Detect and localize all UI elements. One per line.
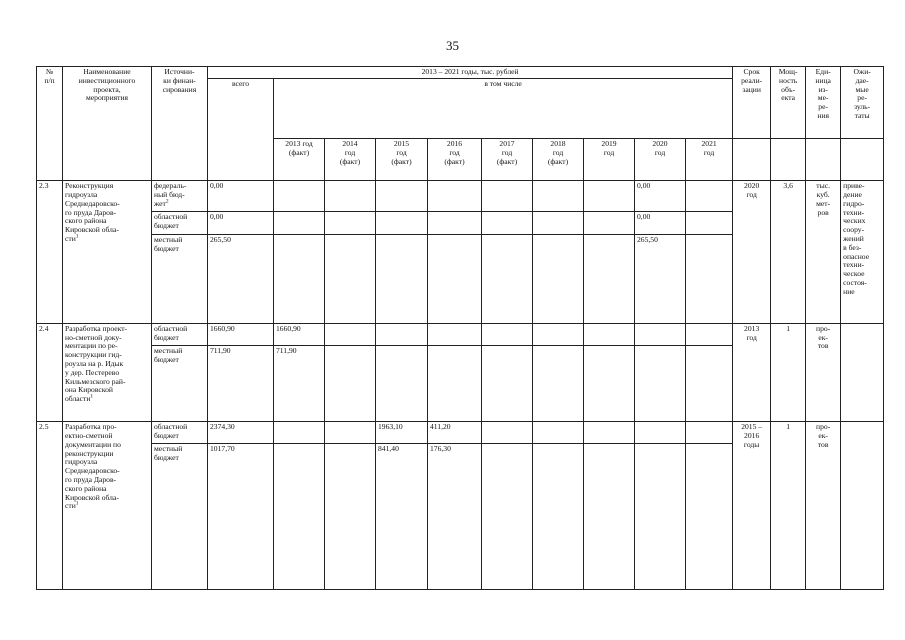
year-value <box>635 422 686 444</box>
year-value <box>533 345 584 421</box>
header-capacity: Мощ- ность объ- екта <box>771 67 806 139</box>
source-total: 1017,70 <box>208 444 274 590</box>
year-value <box>635 444 686 590</box>
year-value <box>533 422 584 444</box>
year-value <box>325 422 376 444</box>
source-label: местный бюджет <box>152 345 208 421</box>
year-value <box>376 235 428 323</box>
table-row <box>37 422 884 444</box>
year-value: 841,40 <box>376 444 428 590</box>
year-value <box>325 235 376 323</box>
year-value <box>274 444 325 590</box>
year-value <box>325 181 376 212</box>
year-value <box>428 235 482 323</box>
header-term: Срок реали- зации <box>733 67 771 139</box>
row-result <box>841 422 884 590</box>
year-value: 1963,10 <box>376 422 428 444</box>
header-year: 2016 год (факт) <box>428 139 482 181</box>
year-value <box>482 345 533 421</box>
header-row-1 <box>37 67 884 79</box>
source-label: областной бюджет <box>152 323 208 345</box>
header-term-blank <box>733 139 771 181</box>
year-value <box>533 181 584 212</box>
source-label: областной бюджет <box>152 422 208 444</box>
header-period: 2013 – 2021 годы, тыс. рублей <box>208 67 733 79</box>
year-value <box>482 181 533 212</box>
year-value: 1660,90 <box>274 323 325 345</box>
year-value: 0,00 <box>635 212 686 235</box>
year-value <box>533 444 584 590</box>
year-value <box>584 181 635 212</box>
header-year: 2021 год <box>686 139 733 181</box>
source-total: 2374,30 <box>208 422 274 444</box>
row-term: 2015 – 2016 годы <box>733 422 771 590</box>
header-result-blank <box>841 139 884 181</box>
header-capacity-blank <box>771 139 806 181</box>
row-num: 2.4 <box>37 323 63 421</box>
header-name: Наименование инвестиционного проекта, мероприятия <box>63 67 152 181</box>
row-unit: про- ек- тов <box>806 323 841 421</box>
row-term: 2013 год <box>733 323 771 421</box>
year-value <box>686 181 733 212</box>
year-value <box>325 345 376 421</box>
year-value <box>584 235 635 323</box>
source-label: федераль- ный бюд- жет$^2$ <box>152 181 208 212</box>
year-value <box>584 422 635 444</box>
row-term: 2020 год <box>733 181 771 324</box>
header-including: в том числе <box>274 78 733 138</box>
page-number: 35 <box>446 38 459 53</box>
year-value <box>584 345 635 421</box>
header-year: 2019 год <box>584 139 635 181</box>
row-num: 2.3 <box>37 181 63 324</box>
row-name: Разработка проект- но-сметной доку- ментации по ре- конструкции гид- роузла на р. Идык у дер. Пестерево Кильмезского рай- она Кировской области$^1$ <box>63 323 152 421</box>
row-unit: тыс. куб. мет- ров <box>806 181 841 324</box>
source-total: 0,00 <box>208 212 274 235</box>
year-value <box>376 181 428 212</box>
header-num: № п/п <box>37 67 63 181</box>
year-value <box>428 212 482 235</box>
header-year: 2020 год <box>635 139 686 181</box>
source-total: 0,00 <box>208 181 274 212</box>
source-total: 1660,90 <box>208 323 274 345</box>
year-value: 411,20 <box>428 422 482 444</box>
year-value <box>686 235 733 323</box>
year-value <box>482 444 533 590</box>
year-value <box>428 181 482 212</box>
year-value <box>274 422 325 444</box>
header-unit-blank <box>806 139 841 181</box>
table-row <box>37 181 884 212</box>
row-name: Разработка про- ектно-сметной документации по реконструкции гидроузла Среднедаровско- го пруда Даров- ского района Кировской обла- сти$^1$ <box>63 422 152 590</box>
year-value <box>376 345 428 421</box>
row-capacity: 1 <box>771 422 806 590</box>
header-year: 2017 год (факт) <box>482 139 533 181</box>
source-label: областной бюджет <box>152 212 208 235</box>
header-year: 2013 год (факт) <box>274 139 325 181</box>
header-unit: Еди- ница из- ме- ре- ния <box>806 67 841 139</box>
source-total: 711,90 <box>208 345 274 421</box>
year-value <box>482 235 533 323</box>
year-value: 176,30 <box>428 444 482 590</box>
year-value <box>428 345 482 421</box>
year-value: 711,90 <box>274 345 325 421</box>
header-source: Источни- ки финан- сирования <box>152 67 208 181</box>
year-value <box>325 323 376 345</box>
year-value <box>686 323 733 345</box>
row-result <box>841 323 884 421</box>
year-value <box>274 235 325 323</box>
year-value <box>482 212 533 235</box>
year-value <box>584 444 635 590</box>
year-value <box>686 345 733 421</box>
source-total: 265,50 <box>208 235 274 323</box>
header-result: Ожи- дае- мые ре- зуль- таты <box>841 67 884 139</box>
year-value <box>376 323 428 345</box>
row-capacity: 1 <box>771 323 806 421</box>
year-value <box>686 422 733 444</box>
table-row <box>37 323 884 345</box>
year-value <box>533 235 584 323</box>
year-value <box>325 444 376 590</box>
year-value <box>635 345 686 421</box>
year-value <box>325 212 376 235</box>
row-unit: про- ек- тов <box>806 422 841 590</box>
header-year: 2014 год (факт) <box>325 139 376 181</box>
investment-table <box>36 66 884 590</box>
row-capacity: 3,6 <box>771 181 806 324</box>
year-value <box>635 323 686 345</box>
row-name: Реконструкция гидроузла Среднедаровско- го пруда Даров- ского района Кировской обла- сти$^1$ <box>63 181 152 324</box>
year-value <box>686 444 733 590</box>
year-value <box>584 323 635 345</box>
year-value <box>533 212 584 235</box>
year-value <box>376 212 428 235</box>
year-value <box>274 181 325 212</box>
year-value <box>428 323 482 345</box>
year-value <box>482 422 533 444</box>
header-year: 2018 год (факт) <box>533 139 584 181</box>
source-label: местный бюджет <box>152 235 208 323</box>
year-value <box>482 323 533 345</box>
year-value <box>686 212 733 235</box>
year-value: 0,00 <box>635 181 686 212</box>
row-num: 2.5 <box>37 422 63 590</box>
year-value: 265,50 <box>635 235 686 323</box>
year-value <box>274 212 325 235</box>
header-total: всего <box>208 78 274 180</box>
year-value <box>584 212 635 235</box>
header-year: 2015 год (факт) <box>376 139 428 181</box>
source-label: местный бюджет <box>152 444 208 590</box>
year-value <box>533 323 584 345</box>
row-result: приве- дение гидро- техни- ческих соору- жений в без- опасное техни- ческое состоя- ние <box>841 181 884 324</box>
